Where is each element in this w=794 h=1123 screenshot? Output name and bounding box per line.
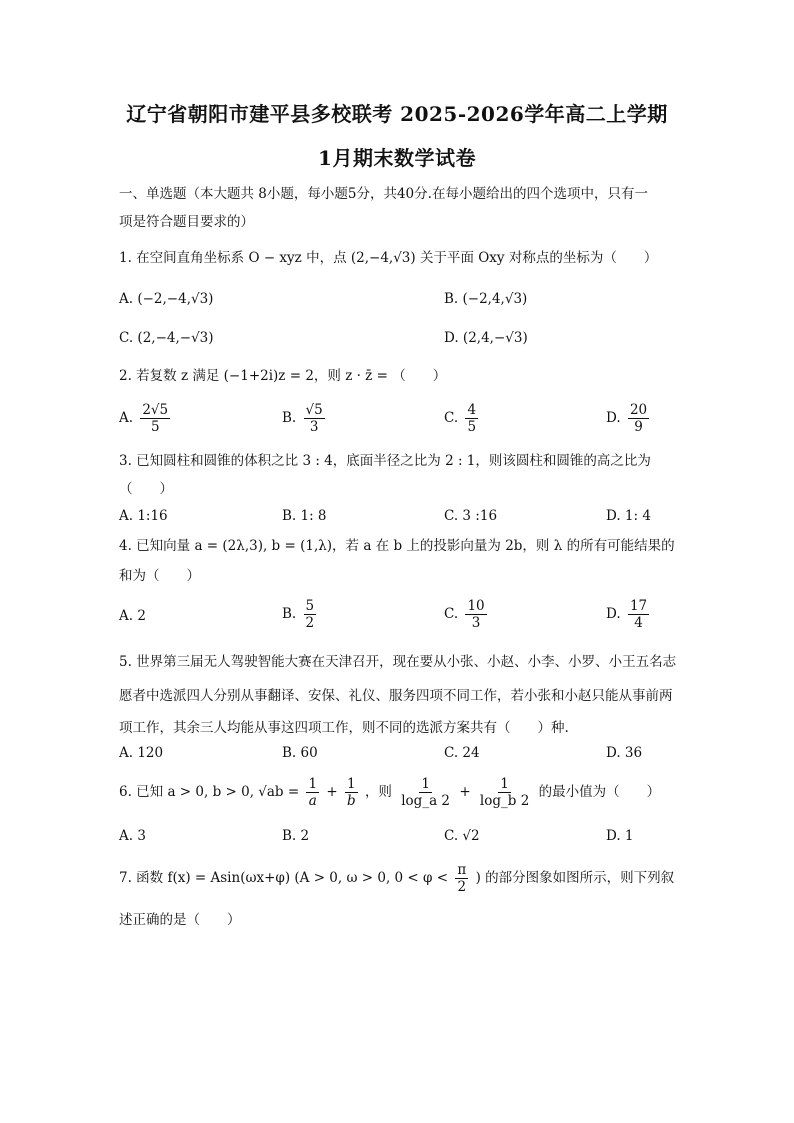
question-3-option-d: D. 1: 4 bbox=[606, 508, 651, 524]
numerator: 1 bbox=[421, 776, 430, 792]
question-2-option-c bbox=[444, 402, 481, 435]
option-d-label: D. bbox=[606, 410, 621, 426]
question-3-option-b: B. 1: 8 bbox=[282, 508, 327, 524]
question-6-option-b: B. 2 bbox=[282, 828, 310, 844]
numerator: 4 bbox=[467, 402, 477, 418]
question-6-option-d: D. 1 bbox=[606, 828, 634, 844]
question-3-option-c: C. 3 :16 bbox=[444, 508, 498, 524]
option-c-label: C. bbox=[444, 410, 459, 426]
denominator: 5 bbox=[467, 419, 477, 435]
plus-sign: + bbox=[326, 784, 338, 800]
denominator: 3 bbox=[309, 419, 319, 435]
question-5-option-c: C. 24 bbox=[444, 745, 480, 761]
question-4-option-d bbox=[606, 598, 652, 631]
fraction-pi-over-2 bbox=[455, 862, 468, 895]
question-5-stem-line3: 项工作，其余三人均能从事这四项工作，则不同的选派方案共有（ ）种. bbox=[119, 720, 569, 736]
question-5-option-b: B. 60 bbox=[282, 745, 318, 761]
numerator: √5 bbox=[305, 402, 323, 418]
exam-title-line1: 辽宁省朝阳市建平县多校联考 2025-2026学年高二上学期 bbox=[126, 102, 668, 126]
denominator: 5 bbox=[150, 419, 160, 435]
numerator: 2√5 bbox=[142, 402, 169, 418]
denominator: 9 bbox=[634, 419, 643, 435]
denominator: 2 bbox=[457, 879, 467, 895]
numerator: 1 bbox=[347, 776, 356, 792]
stem-text: 6. 已知 a > 0, b > 0, √ab = bbox=[119, 784, 300, 800]
denominator: 4 bbox=[634, 615, 643, 631]
question-1-option-b: B. (−2,4,√3) bbox=[444, 291, 528, 307]
denominator: 2 bbox=[305, 615, 315, 631]
question-1-option-c: C. (2,−4,−√3) bbox=[119, 330, 214, 346]
question-3-stem-line1: 3. 已知圆柱和圆锥的体积之比 3 : 4，底面半径之比为 2 : 1，则该圆柱和圆锥的高之比为 bbox=[119, 453, 651, 469]
stem-text: ，则 bbox=[364, 784, 392, 800]
question-3-stem-line2: （ ） bbox=[119, 481, 173, 497]
question-6-option-c: C. √2 bbox=[444, 828, 480, 844]
question-2-option-b bbox=[282, 402, 328, 435]
plus-sign: + bbox=[459, 784, 471, 800]
question-2-option-d bbox=[606, 402, 652, 435]
stem-text: ) 的部分图象如图所示，则下列叙 bbox=[475, 870, 675, 886]
question-5-option-d: D. 36 bbox=[606, 745, 643, 761]
denominator: b bbox=[346, 793, 356, 809]
fraction bbox=[304, 402, 325, 435]
fraction-one-over-a bbox=[306, 776, 319, 809]
option-a-label: A. bbox=[119, 410, 134, 426]
option-b-label: B. bbox=[282, 410, 297, 426]
option-b-label: B. bbox=[282, 606, 297, 622]
numerator: 1 bbox=[500, 776, 509, 792]
denominator: log_a 2 bbox=[401, 793, 451, 809]
fraction bbox=[628, 402, 649, 435]
numerator: 1 bbox=[308, 776, 318, 792]
numerator: 10 bbox=[467, 598, 485, 614]
fraction bbox=[140, 402, 170, 435]
question-1-option-a: A. (−2,−4,√3) bbox=[119, 291, 214, 307]
section-heading-line1: 一、单选题（本大题共 8小题，每小题5分，共40分.在每小题给出的四个选项中，只有一 bbox=[119, 186, 648, 202]
question-4-stem-line1: 4. 已知向量 a = (2λ,3), b = (1,λ)，若 a 在 b 上的投影向量为 2b，则 λ 的所有可能结果的 bbox=[119, 538, 675, 554]
question-6-stem bbox=[119, 772, 660, 812]
exam-title-line2: 1月期末数学试卷 bbox=[318, 146, 476, 170]
question-4-stem-line2: 和为（ ） bbox=[119, 568, 200, 584]
stem-text: 的最小值为（ ） bbox=[538, 784, 661, 800]
question-4-option-b bbox=[282, 598, 319, 631]
fraction bbox=[465, 402, 478, 435]
question-1-stem: 1. 在空间直角坐标系 O − xyz 中，点 (2,−4,√3) 关于平面 Oxy 对称点的坐标为（ ） bbox=[119, 250, 658, 266]
stem-text: 7. 函数 f(x) = Asin(ωx+φ) (A > 0, ω > 0, 0 < φ < bbox=[119, 870, 449, 886]
question-7-stem-line1 bbox=[119, 858, 674, 898]
question-2-stem: 2. 若复数 z 满足 (−1+2i)z = 2，则 z · z̄ = （ ） bbox=[119, 368, 447, 384]
question-4-option-c bbox=[444, 598, 490, 631]
section-heading-line2: 项是符合题目要求的） bbox=[119, 214, 254, 230]
question-3-option-a: A. 1:16 bbox=[119, 508, 168, 524]
denominator: a bbox=[308, 793, 317, 809]
numerator: 20 bbox=[629, 402, 648, 418]
question-5-stem-line2: 愿者中选派四人分别从事翻译、安保、礼仪、服务四项不同工作，若小张和小赵只能从事前两 bbox=[119, 688, 673, 704]
numerator: 17 bbox=[629, 598, 648, 614]
question-7-stem-line2: 述正确的是（ ） bbox=[119, 912, 241, 928]
question-5-stem-line1: 5. 世界第三届无人驾驶智能大赛在天津召开，现在要从小张、小赵、小李、小罗、小王五名志 bbox=[119, 654, 677, 670]
fraction bbox=[628, 598, 649, 631]
fraction bbox=[304, 598, 317, 631]
question-6-option-a: A. 3 bbox=[119, 828, 146, 844]
fraction-log-b bbox=[478, 776, 531, 809]
numerator: π bbox=[457, 862, 467, 878]
question-1-option-d: D. (2,4,−√3) bbox=[444, 330, 528, 346]
fraction bbox=[465, 598, 486, 631]
question-4-option-a: A. 2 bbox=[119, 608, 146, 624]
fraction-one-over-b bbox=[345, 776, 358, 809]
numerator: 5 bbox=[305, 598, 315, 614]
question-2-option-a bbox=[119, 402, 173, 435]
option-c-label: C. bbox=[444, 606, 459, 622]
denominator: log_b 2 bbox=[479, 793, 530, 809]
denominator: 3 bbox=[471, 615, 481, 631]
fraction-log-a bbox=[399, 776, 452, 809]
option-d-label: D. bbox=[606, 606, 621, 622]
question-5-option-a: A. 120 bbox=[119, 745, 164, 761]
